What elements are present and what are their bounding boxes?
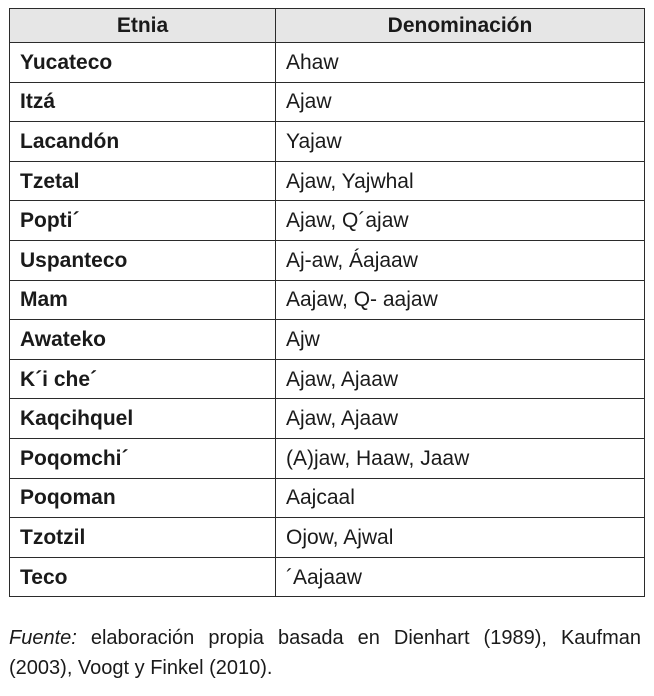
table-row [10, 280, 645, 320]
table-row [10, 557, 645, 597]
denominations-table [9, 8, 645, 597]
cell-etnia: Itzá [10, 82, 276, 122]
table-row [10, 201, 645, 241]
cell-etnia: Awateko [10, 320, 276, 360]
cell-etnia: Kaqcihquel [10, 399, 276, 439]
table-row [10, 518, 645, 558]
cell-denominacion: (A)jaw, Haaw, Jaaw [276, 438, 645, 478]
cell-denominacion: Ajaw [276, 82, 645, 122]
cell-etnia: Teco [10, 557, 276, 597]
cell-etnia: Mam [10, 280, 276, 320]
table-row [10, 399, 645, 439]
source-label: Fuente: [9, 627, 77, 649]
cell-etnia: K´i che´ [10, 359, 276, 399]
cell-denominacion: Aajcaal [276, 478, 645, 518]
cell-denominacion: Aajaw, Q- aajaw [276, 280, 645, 320]
column-header-denominacion: Denominación [276, 9, 645, 43]
cell-etnia: Tzotzil [10, 518, 276, 558]
table-row [10, 478, 645, 518]
table-row [10, 438, 645, 478]
table-header-row [10, 9, 645, 43]
cell-denominacion: Ajaw, Q´ajaw [276, 201, 645, 241]
cell-etnia: Popti´ [10, 201, 276, 241]
cell-denominacion: Ahaw [276, 43, 645, 83]
cell-denominacion: Ajaw, Ajaaw [276, 399, 645, 439]
cell-denominacion: Ojow, Ajwal [276, 518, 645, 558]
table-row [10, 82, 645, 122]
cell-denominacion: Ajaw, Yajwhal [276, 161, 645, 201]
cell-etnia: Uspanteco [10, 240, 276, 280]
cell-etnia: Lacandón [10, 122, 276, 162]
column-header-etnia: Etnia [10, 9, 276, 43]
table-row [10, 359, 645, 399]
table-row [10, 320, 645, 360]
cell-denominacion: Aj-aw, Áajaaw [276, 240, 645, 280]
cell-etnia: Yucateco [10, 43, 276, 83]
table-row [10, 122, 645, 162]
cell-denominacion: ´Aajaaw [276, 557, 645, 597]
source-text: elaboración propia basada en Dienhart (1989), Kaufman (2003), Voogt y Finkel (2010). [9, 627, 641, 679]
source-note [9, 623, 641, 683]
cell-denominacion: Yajaw [276, 122, 645, 162]
cell-denominacion: Ajw [276, 320, 645, 360]
table-row [10, 43, 645, 83]
cell-denominacion: Ajaw, Ajaaw [276, 359, 645, 399]
table-row [10, 240, 645, 280]
cell-etnia: Tzetal [10, 161, 276, 201]
cell-etnia: Poqoman [10, 478, 276, 518]
cell-etnia: Poqomchi´ [10, 438, 276, 478]
table-row [10, 161, 645, 201]
